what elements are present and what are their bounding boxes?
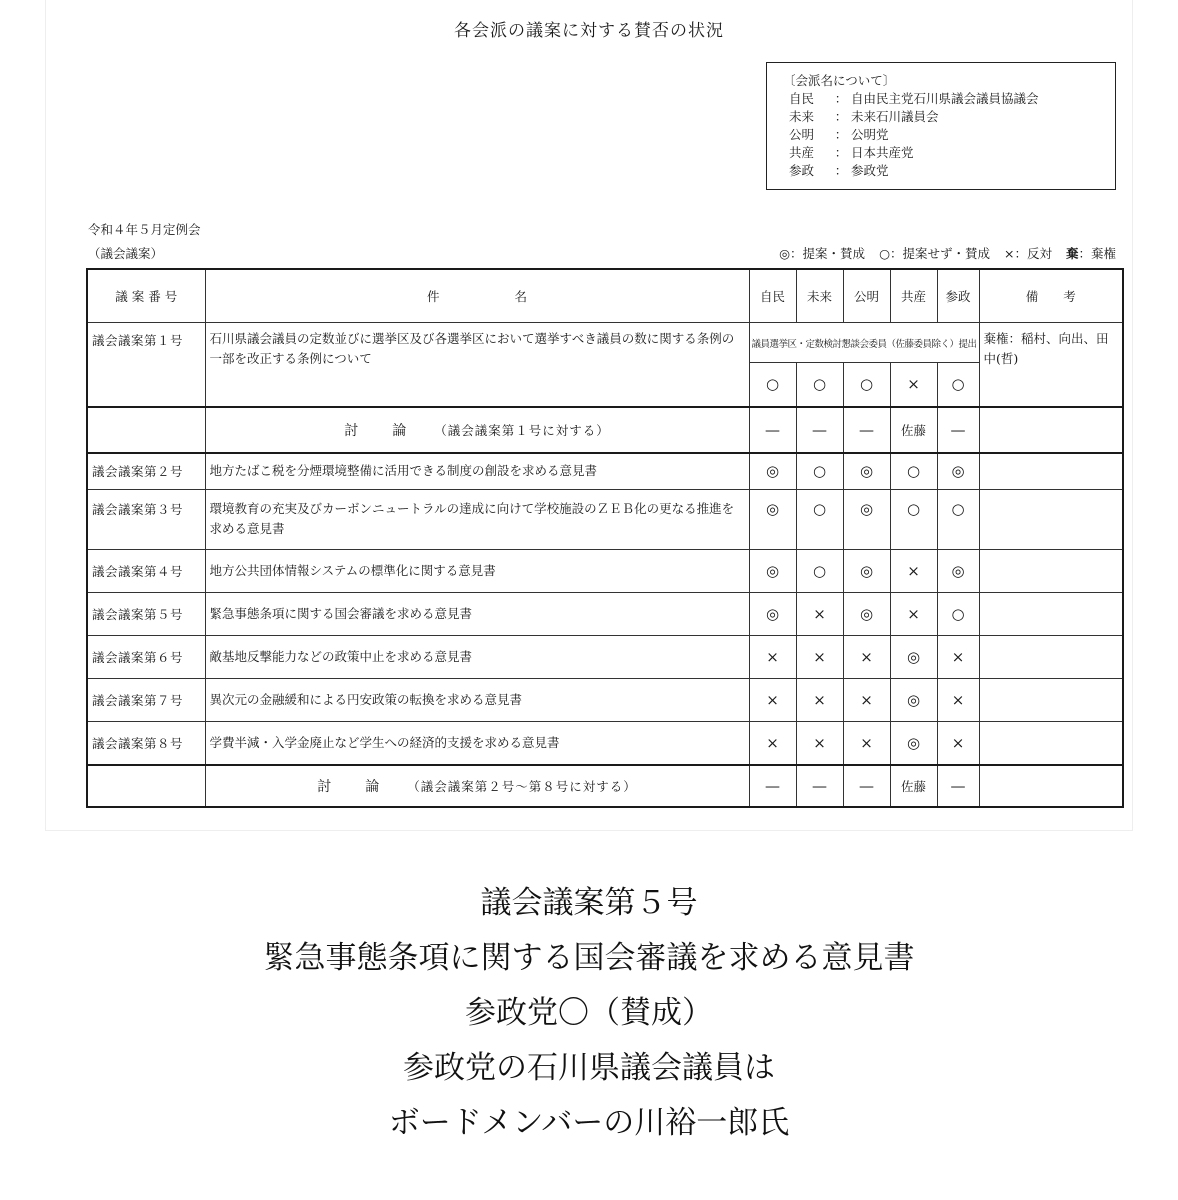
empty-cell [979, 407, 1123, 453]
vote-mirai: ○ [796, 363, 843, 407]
vote-mirai: ○ [796, 490, 843, 550]
empty-cell [87, 765, 205, 807]
vote-jimin: ◎ [749, 490, 796, 550]
vote-sansei: ○ [937, 593, 979, 636]
empty-cell [979, 636, 1123, 679]
faction-legend-heading: 〔会派名について〕 [783, 73, 896, 88]
vote-mirai: ○ [796, 453, 843, 490]
table-row [87, 453, 1123, 490]
vote-jimin: ◎ [749, 453, 796, 490]
vote-kyosan: ○ [890, 453, 937, 490]
caption-line: 参政党の石川県議会議員は [403, 1050, 775, 1086]
vote-sansei: — [937, 407, 979, 453]
header-number: 議 案 番 号 [87, 269, 205, 323]
debate-target: （議会議案第１号に対する） [434, 422, 610, 438]
abstain-mark: 棄 [1065, 246, 1079, 261]
vote-sansei: ○ [937, 490, 979, 550]
faction-legend-row [783, 144, 1115, 162]
faction-abbr: 自民 [789, 91, 815, 106]
vote-sansei: × [937, 636, 979, 679]
empty-cell [979, 453, 1123, 490]
vote-sansei: — [937, 765, 979, 807]
table-row [87, 636, 1123, 679]
vote-komei: — [843, 765, 890, 807]
proposer-note: 議員選挙区・定数検討懇談会委員（佐藤委員除く）提出 [749, 323, 979, 363]
faction-abbr: 未来 [789, 109, 815, 124]
vote-komei: ○ [843, 363, 890, 407]
vote-sansei: ◎ [937, 453, 979, 490]
faction-name: 公明党 [851, 127, 889, 142]
empty-cell [979, 593, 1123, 636]
bill-number: 議会議案第２号 [87, 453, 205, 490]
caption [0, 876, 1178, 1151]
vote-sansei: × [937, 679, 979, 722]
table-row [87, 722, 1123, 765]
faction-name: 自由民主党石川県議会議員協議会 [851, 91, 1039, 106]
vote-jimin: × [749, 722, 796, 765]
abstain-label: ：棄権 [1078, 246, 1116, 261]
vote-komei: — [843, 407, 890, 453]
header-sansei: 参政 [937, 269, 979, 323]
empty-cell [979, 490, 1123, 550]
vote-komei: × [843, 679, 890, 722]
vote-kyosan: 佐藤 [890, 407, 937, 453]
debate-target: （議会議案第２号～第８号に対する） [407, 778, 637, 794]
bill-title: 学費半減・入学金廃止など学生への経済的支援を求める意見書 [205, 722, 749, 765]
faction-abbr: 参政 [789, 163, 815, 178]
colon: ： [834, 127, 848, 142]
session-label: 令和４年５月定例会 [88, 222, 201, 237]
bill-title: 異次元の金融緩和による円安政策の転換を求める意見書 [205, 679, 749, 722]
faction-name: 参政党 [851, 163, 889, 178]
bill-title: 地方たばこ税を分煙環境整備に活用できる制度の創設を求める意見書 [205, 453, 749, 490]
vote-kyosan: ◎ [890, 722, 937, 765]
debate-label: 討 論 [317, 778, 390, 795]
vote-kyosan: × [890, 363, 937, 407]
table-row [87, 490, 1123, 550]
debate-cell [205, 407, 749, 453]
vote-mirai: ○ [796, 550, 843, 593]
bill-number: 議会議案第７号 [87, 679, 205, 722]
vote-jimin: — [749, 407, 796, 453]
debate-label: 討 論 [344, 422, 417, 439]
vote-sansei: × [937, 722, 979, 765]
bill-title: 敵基地反撃能力などの政策中止を求める意見書 [205, 636, 749, 679]
bill-number: 議会議案第５号 [87, 593, 205, 636]
table-row [87, 323, 1123, 363]
bill-number: 議会議案第１号 [87, 323, 205, 407]
vote-mirai: — [796, 765, 843, 807]
vote-jimin: — [749, 765, 796, 807]
document-title: 各会派の議案に対する賛否の状況 [454, 21, 724, 41]
vote-kyosan: ◎ [890, 636, 937, 679]
faction-legend-row [783, 90, 1115, 108]
vote-kyosan: ○ [890, 490, 937, 550]
table-row [87, 679, 1123, 722]
header-komei: 公明 [843, 269, 890, 323]
vote-mirai: × [796, 679, 843, 722]
faction-name: 日本共産党 [851, 145, 914, 160]
symbol-cross: ×：反対 [1003, 246, 1052, 261]
vote-kyosan: × [890, 593, 937, 636]
caption-line: ボードメンバーの川裕一郎氏 [388, 1105, 790, 1141]
colon: ： [834, 109, 848, 124]
empty-cell [87, 407, 205, 453]
bill-title: 石川県議会議員の定数並びに選挙区及び各選挙区において選挙すべき議員の数に関する条例の一部を改正する条例について [205, 323, 749, 407]
vote-table [86, 268, 1124, 808]
caption-line: 緊急事態条項に関する国会審議を求める意見書 [263, 940, 915, 976]
vote-mirai: × [796, 636, 843, 679]
bill-remarks: 棄権：稲村、向出、田中(哲) [979, 323, 1123, 407]
faction-abbr: 共産 [789, 145, 815, 160]
empty-cell [979, 550, 1123, 593]
category-label: （議会議案） [88, 246, 164, 261]
vote-kyosan: ◎ [890, 679, 937, 722]
vote-jimin: ◎ [749, 593, 796, 636]
vote-jimin: ○ [749, 363, 796, 407]
bill-number: 議会議案第３号 [87, 490, 205, 550]
faction-legend-row [783, 162, 1115, 180]
debate-row [87, 407, 1123, 453]
faction-abbr: 公明 [789, 127, 815, 142]
header-remarks: 備 考 [979, 269, 1123, 323]
faction-legend-row [783, 108, 1115, 126]
empty-cell [979, 722, 1123, 765]
vote-jimin: × [749, 679, 796, 722]
caption-line: 議会議案第５号 [480, 885, 698, 921]
vote-kyosan: × [890, 550, 937, 593]
caption-line: 参政党〇（賛成） [465, 995, 713, 1031]
bill-number: 議会議案第４号 [87, 550, 205, 593]
symbol-double-circle: ◎：提案・賛成 [779, 246, 866, 261]
debate-cell [205, 765, 749, 807]
table-row [87, 593, 1123, 636]
bill-number: 議会議案第６号 [87, 636, 205, 679]
vote-komei: × [843, 636, 890, 679]
table-row [87, 550, 1123, 593]
vote-mirai: — [796, 407, 843, 453]
symbol-legend [779, 244, 1116, 262]
empty-cell [979, 765, 1123, 807]
symbol-abstain [1066, 244, 1116, 262]
vote-mirai: × [796, 593, 843, 636]
vote-komei: ◎ [843, 453, 890, 490]
header-title: 件 名 [205, 269, 749, 323]
vote-sansei: ◎ [937, 550, 979, 593]
table-header-row [87, 269, 1123, 323]
colon: ： [834, 163, 848, 178]
bill-title: 緊急事態条項に関する国会審議を求める意見書 [205, 593, 749, 636]
vote-jimin: × [749, 636, 796, 679]
faction-legend-row [783, 126, 1115, 144]
document-image [46, 0, 1132, 830]
colon: ： [834, 91, 848, 106]
header-mirai: 未来 [796, 269, 843, 323]
header-jimin: 自民 [749, 269, 796, 323]
vote-komei: ◎ [843, 550, 890, 593]
bill-number: 議会議案第８号 [87, 722, 205, 765]
vote-komei: ◎ [843, 593, 890, 636]
faction-legend [766, 62, 1116, 190]
vote-komei: × [843, 722, 890, 765]
faction-name: 未来石川議員会 [851, 109, 939, 124]
vote-jimin: ◎ [749, 550, 796, 593]
colon: ： [834, 145, 848, 160]
vote-komei: ◎ [843, 490, 890, 550]
bill-title: 環境教育の充実及びカーボンニュートラルの達成に向けて学校施設のＺＥＢ化の更なる推進を求める意見書 [205, 490, 749, 550]
vote-kyosan: 佐藤 [890, 765, 937, 807]
symbol-circle: ○：提案せず・賛成 [879, 246, 990, 261]
vote-mirai: × [796, 722, 843, 765]
debate-row [87, 765, 1123, 807]
vote-sansei: ○ [937, 363, 979, 407]
bill-title: 地方公共団体情報システムの標準化に関する意見書 [205, 550, 749, 593]
empty-cell [979, 679, 1123, 722]
header-kyosan: 共産 [890, 269, 937, 323]
